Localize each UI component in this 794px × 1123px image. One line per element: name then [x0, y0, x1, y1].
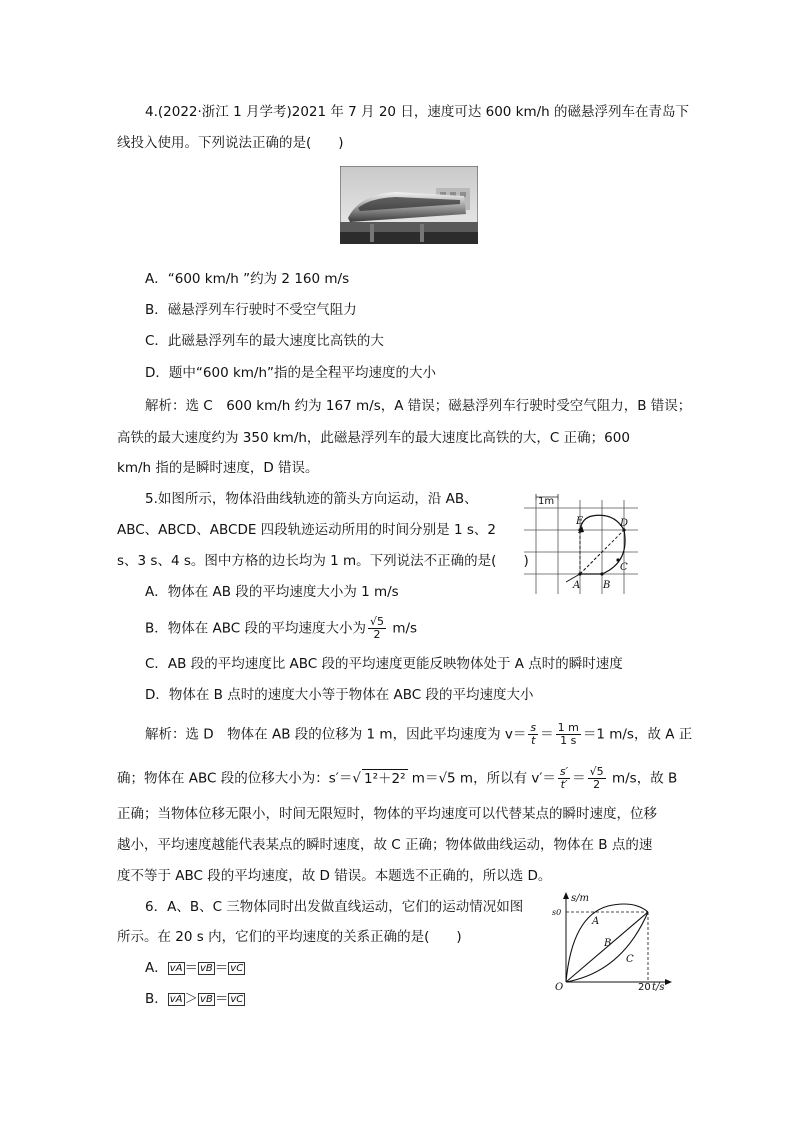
- fraction-denominator: t: [531, 734, 536, 747]
- point-d-label: D: [620, 518, 629, 529]
- s0-label: s0: [552, 908, 562, 917]
- origin-label: O: [555, 982, 564, 993]
- q4-option-b: B．磁悬浮列车行驶时不受空气阻力: [145, 302, 357, 318]
- x-tick-20: 20: [638, 982, 651, 993]
- fraction-denominator: 1 s: [560, 734, 577, 747]
- q5-answer-line2-mid: m＝√5 m，所以有 v′＝: [407, 770, 556, 787]
- q5-answer-line1: [145, 722, 692, 747]
- q4-answer-line2: 高铁的最大速度约为 350 km/h，此磁悬浮列车的最大速度比高铁的大，C 正确；600: [117, 430, 630, 446]
- q4-answer-line3: km/h 指的是瞬时速度，D 错误。: [117, 460, 319, 476]
- fraction-s-over-t: [528, 722, 538, 747]
- q5-answer-line2: 确；物体在 ABC 段的位移大小为：s′＝√ 1²＋2² m＝√5 m，所以有 v′＝ $\frac{s'}{t'}$ ＝ $\frac{√5}{2}$ m/s，故 B: [117, 765, 678, 791]
- avg-velocity-b: vB: [200, 993, 213, 1005]
- curve-a-label: A: [592, 916, 600, 927]
- fraction-1m-over-1s: [556, 722, 581, 747]
- fraction-root5-over-2: [588, 766, 606, 791]
- point-a-label: A: [573, 580, 581, 591]
- fraction-numerator: √5: [370, 615, 385, 628]
- q5-option-d: D．物体在 B 点时的速度大小等于物体在 ABC 段的平均速度大小: [145, 687, 534, 703]
- avg-velocity-c: vC: [230, 962, 244, 974]
- q5-option-b-text: B．物体在 ABC 段的平均速度大小为: [145, 620, 367, 637]
- q6-stem-line1: 6．A、B、C 三物体同时出发做直线运动，它们的运动情况如图: [145, 899, 524, 915]
- avg-velocity-c: vC: [230, 993, 244, 1005]
- q6-option-a: [145, 959, 245, 977]
- equals-sign: ＝: [540, 726, 554, 743]
- sqrt-radicand: 1²＋2²: [363, 770, 406, 787]
- fraction-numerator: 1 m: [557, 721, 579, 734]
- q6-displacement-time-graph: [546, 890, 678, 994]
- maglev-train-photo: [340, 166, 478, 244]
- avg-velocity-a: vA: [169, 962, 183, 974]
- q4-stem-line1: 4.(2022·浙江 1 月学考)2021 年 7 月 20 日，速度可达 600 km/h 的磁悬浮列车在青岛下: [145, 104, 690, 120]
- fraction-denominator: t′: [560, 778, 568, 791]
- y-axis-label: s/m: [571, 893, 589, 904]
- q4-answer-line1: 解析：选 C 600 km/h 约为 167 m/s，A 错误；磁悬浮列车行驶时受空气阻力，B 错误；: [145, 398, 692, 414]
- q5-answer-line3: 正确；当物体位移无限小，时间无限短时，物体的平均速度可以代替某点的瞬时速度，位移: [117, 806, 657, 822]
- fraction-denominator: 2: [373, 628, 381, 641]
- fraction-denominator: 2: [593, 778, 601, 791]
- relation-sign: ＞: [184, 991, 199, 1007]
- q6-stem-line2: 所示。在 20 s 内，它们的平均速度的关系正确的是( ): [117, 929, 462, 945]
- point-e-label: E: [576, 516, 584, 527]
- q5-grid-trajectory-figure: [512, 490, 642, 598]
- q5-stem-line1: 5.如图所示，物体沿曲线轨迹的箭头方向运动，沿 AB、: [145, 491, 478, 507]
- q5-option-a: A．物体在 AB 段的平均速度大小为 1 m/s: [145, 584, 399, 600]
- q5-answer-line4: 越小，平均速度越能代表某点的瞬时速度，故 C 正确；物体做曲线运动，物体在 B 点的速: [117, 837, 653, 853]
- q5-answer-line2-text: 确；物体在 ABC 段的位移大小为：s′＝: [117, 770, 353, 787]
- relation-sign: ＝: [184, 960, 199, 976]
- q5-scale-label: 1m: [538, 496, 555, 507]
- q4-option-a: A．“600 km/h ”约为 2 160 m/s: [145, 271, 350, 287]
- q5-answer-line1-tail: ＝1 m/s，故 A 正: [582, 726, 693, 743]
- q4-option-d: D．题中“600 km/h”指的是全程平均速度的大小: [145, 365, 437, 381]
- relation-sign: ＝: [214, 991, 229, 1007]
- q4-stem-line2: 线投入使用。下列说法正确的是( ): [117, 135, 344, 151]
- q6-option-b: [145, 990, 245, 1008]
- relation-sign: ＝: [214, 960, 229, 976]
- avg-velocity-a: vA: [169, 993, 183, 1005]
- q5-option-b-fraction: [368, 616, 386, 641]
- curve-c-label: C: [626, 954, 634, 965]
- equals-sign: ＝: [572, 770, 586, 787]
- avg-velocity-b: vB: [200, 962, 213, 974]
- q5-option-c: C．AB 段的平均速度比 ABC 段的平均速度更能反映物体处于 A 点时的瞬时速度: [145, 656, 623, 672]
- q5-answer-line5: 度不等于 ABC 段的平均速度，故 D 错误。本题选不正确的，所以选 D。: [117, 868, 552, 884]
- point-b-label: B: [603, 580, 611, 591]
- point-c-label: C: [620, 562, 628, 573]
- q5-answer-line2-tail: m/s，故 B: [607, 770, 678, 787]
- q5-stem-line3: s、3 s、4 s。图中方格的边长均为 1 m。下列说法不正确的是( ): [117, 553, 529, 569]
- fraction-numerator: s′: [559, 765, 569, 778]
- fraction-numerator: s: [530, 721, 537, 734]
- q6-option-a-label: A．: [145, 960, 168, 976]
- fraction-s-prime-over-t-prime: [558, 766, 570, 791]
- x-axis-label: t/s: [652, 982, 665, 993]
- q4-option-c: C．此磁悬浮列车的最大速度比高铁的大: [145, 333, 384, 349]
- q5-option-b: [145, 616, 417, 641]
- q5-answer-line1-text: 解析：选 D 物体在 AB 段的位移为 1 m，因此平均速度为 v＝: [145, 726, 527, 743]
- fraction-numerator: √5: [589, 765, 604, 778]
- q5-stem-line2: ABC、ABCD、ABCDE 四段轨迹运动所用的时间分别是 1 s、2: [117, 522, 496, 538]
- q6-option-b-label: B．: [145, 991, 168, 1007]
- curve-b-label: B: [604, 938, 612, 949]
- q5-option-b-unit: m/s: [392, 620, 418, 637]
